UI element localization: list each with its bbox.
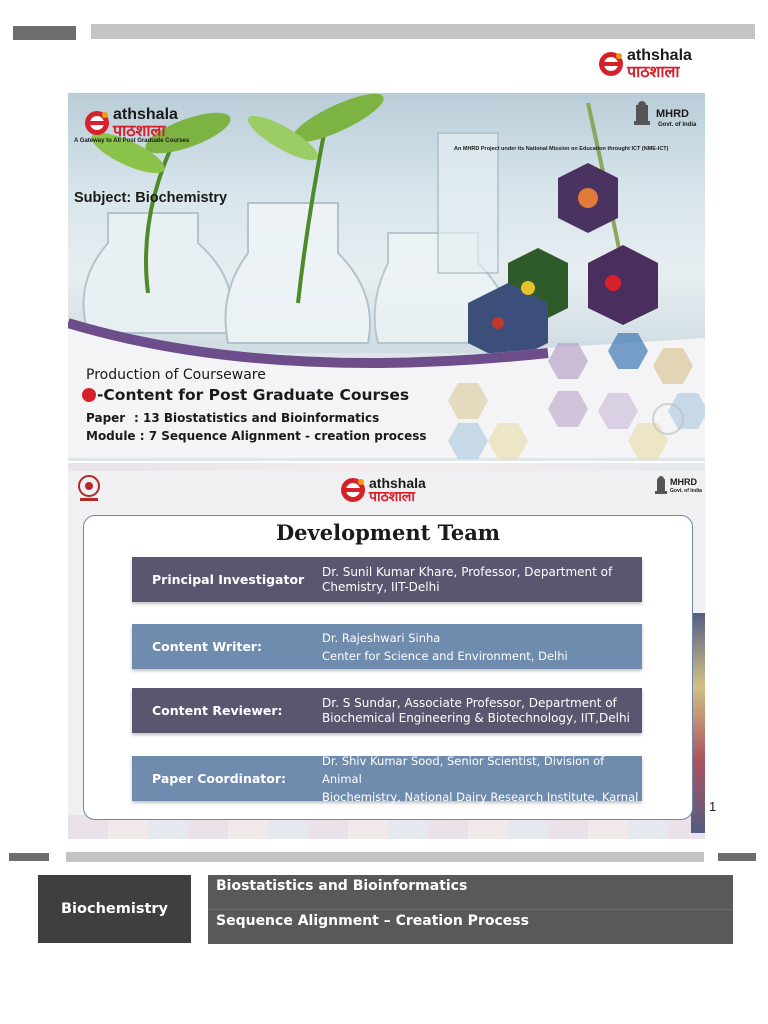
mhrd-emblem-icon bbox=[653, 475, 669, 499]
team-member bbox=[310, 753, 642, 804]
footer-subject-box bbox=[38, 875, 191, 943]
team-member bbox=[310, 557, 642, 602]
team-row-principal-investigator bbox=[132, 557, 642, 602]
epathshala-e-icon bbox=[339, 476, 367, 504]
project-line: An MHRD Project under its National Mission on Education throught ICT (NME-ICT) bbox=[454, 146, 669, 152]
logo-text-hi: पाठशाला bbox=[369, 489, 415, 505]
mhrd-title: MHRD bbox=[670, 477, 697, 487]
module-label: Module bbox=[86, 429, 136, 443]
team-row-content-writer bbox=[132, 624, 642, 669]
team-member-line2: Biochemistry, National Dairy Research Institute, Karnal bbox=[322, 789, 639, 804]
epathshala-e-icon bbox=[597, 50, 625, 78]
development-team-panel bbox=[83, 515, 693, 820]
team-member-line1: Dr. S Sundar, Associate Professor, Department of bbox=[322, 695, 617, 710]
epathshala-e-icon bbox=[83, 109, 111, 137]
footer-paper-box bbox=[208, 875, 733, 909]
e-logo-icon bbox=[82, 388, 96, 402]
logo-text-en: athshala bbox=[627, 47, 692, 64]
team-member-line1: Dr. Sunil Kumar Khare, Professor, Department of bbox=[322, 564, 613, 579]
team-member bbox=[310, 624, 642, 669]
footer-module-box bbox=[208, 909, 733, 944]
subject-label: Subject: Biochemistry bbox=[74, 190, 228, 206]
footer-paper: Biostatistics and Bioinformatics bbox=[216, 878, 468, 894]
team-role: Paper Coordinator: bbox=[132, 756, 310, 801]
logo-text-en: athshala bbox=[113, 106, 178, 123]
team-member-line2: Chemistry, IIT-Delhi bbox=[322, 579, 440, 594]
logo-text-en: athshala bbox=[369, 475, 426, 491]
paper-label: Paper bbox=[86, 411, 126, 425]
team-role: Principal Investigator bbox=[132, 557, 310, 602]
team-row-content-reviewer bbox=[132, 688, 642, 733]
footer-subject: Biochemistry bbox=[61, 901, 168, 917]
footer-bar-left bbox=[9, 853, 49, 861]
mhrd-title: MHRD bbox=[656, 108, 689, 120]
slide2-bg-decor bbox=[68, 463, 705, 471]
team-role: Content Reviewer: bbox=[132, 688, 310, 733]
team-member-line2: Center for Science and Environment, Delhi bbox=[322, 648, 568, 663]
footer-bar-right bbox=[718, 853, 756, 861]
logo-tagline: A Gateway to All Post Graduate Courses bbox=[74, 138, 190, 144]
production-label: Production of Courseware bbox=[86, 367, 266, 383]
mhrd-emblem-icon bbox=[631, 101, 653, 131]
right-edge-decor bbox=[691, 613, 705, 833]
logo-text-hi: पाठशाला bbox=[113, 121, 166, 140]
logo-text-hi: पाठशाला bbox=[627, 62, 680, 81]
header-bar-left bbox=[13, 26, 76, 40]
mhrd-sub: Govt. of India bbox=[670, 488, 702, 494]
footer-bar-center bbox=[66, 852, 704, 862]
module-value: : 7 Sequence Alignment - creation process bbox=[139, 429, 427, 443]
university-seal-icon bbox=[652, 403, 684, 435]
university-seal-icon bbox=[74, 473, 104, 503]
econtent-text: -Content for Post Graduate Courses bbox=[97, 386, 410, 404]
page-number: 1 bbox=[709, 799, 717, 814]
team-member-line2: Biochemical Engineering & Biotechnology, IIT,Delhi bbox=[322, 710, 630, 725]
team-row-paper-coordinator bbox=[132, 753, 642, 804]
paper-value: : 13 Biostatistics and Bioinformatics bbox=[134, 411, 380, 425]
epathshala-logo bbox=[597, 48, 692, 80]
econtent-label bbox=[82, 386, 409, 404]
header-bar-right bbox=[91, 24, 755, 39]
paper-line bbox=[86, 411, 379, 425]
development-team-slide bbox=[68, 463, 705, 839]
title-slide bbox=[68, 93, 705, 461]
mhrd-sub: Govt. of India bbox=[658, 122, 697, 128]
footer-module: Sequence Alignment – Creation Process bbox=[216, 913, 529, 929]
team-member-line1: Dr. Shiv Kumar Sood, Senior Scientist, Division of Animal bbox=[322, 753, 605, 786]
slide1-epathshala-logo bbox=[83, 107, 178, 139]
slide2-epathshala-logo bbox=[339, 476, 426, 504]
module-line bbox=[86, 429, 427, 443]
team-member bbox=[310, 688, 642, 733]
team-member-line1: Dr. Rajeshwari Sinha bbox=[322, 630, 441, 645]
team-role: Content Writer: bbox=[132, 624, 310, 669]
development-team-title: Development Team bbox=[275, 520, 501, 545]
